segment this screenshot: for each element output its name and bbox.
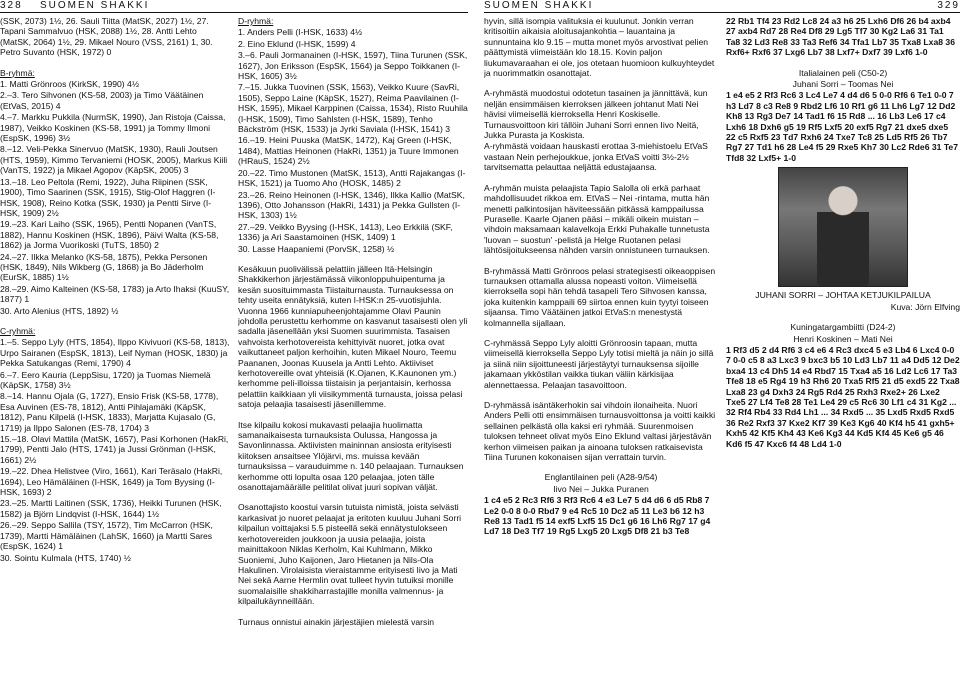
- text-paragraph: 1.–5. Seppo Lyly (HTS, 1854), Ilppo Kivivuori (KS-58, 1813), Urpo Sairanen (EspSK, 1813), Leif Nyman (HOSK, 1830) ja Pekka Satukangas (Remi, 1790) 4: [0, 337, 230, 369]
- text-paragraph: 1. Anders Pelli (I-HSK, 1633) 4½: [238, 27, 363, 38]
- text-paragraph: 8.–12. Veli-Pekka Sinervuo (MatSK, 1930), Rauli Joutsen (HTS, 1959), Kimmo Tervaniemi (HOSK, 2005), Markus Kiili (VanTS, 1922) ja Mikael Agopov (KäpSK, 2005) 3: [0, 144, 228, 176]
- text-paragraph: 24.–27. Ilkka Melanko (KS-58, 1875), Pekka Personen (HSK, 1849), Nils Wikberg (G, 1868) ja Bo Jäderholm (EurSK, 1885) 1½: [0, 251, 208, 283]
- group-heading: D-ryhmä:: [238, 16, 274, 26]
- paragraph-gap: [484, 257, 718, 266]
- text-paragraph: 2. Eino Eklund (I-HSK, 1599) 4: [238, 38, 356, 49]
- left-page: [0, 0, 468, 627]
- text-paragraph: 6.–7. Eero Kauria (LeppSisu, 1720) ja Tuomas Niemelä (KäpSK, 1758) 3½: [0, 369, 211, 390]
- text-paragraph: Kesäkuun puolivälissä pelattiin jälleen Itä-Helsingin Shakkikerhon järjestämässä viikonloppuhuipentuma ja kesän suosituimmasta Tiistaiturnausta. Turnauksessa on tehty useita ennätyksiä, kuten I-HSK:n 25-vuotisjuhla. Vuonna 1966 kunniapuheenjohtajamme Olavi Paunin johdolla perustettu kerhomme on kasvanut tasaisesti olen yli sadalla jäsenellään yksi Suomen suurimmista. Tasaisen vahvoista kerhotovereista kehittyivät nuoret, jotka ovat vaikuttaneet paljon kerhoihin, kuten Mikael Nouro, Teemu Paananen, Joonas Kuusela ja Antti Lehto. Aktiiviset kerhotovereille ovat yhteisiä (K.Ojanen, K.Kaunonen ym.) kerhomme peli-illoissa tiistaisin ja perjantaisin, kerhossa pelattiin kaikkiaan yli viisikymmentä turnausta, joissa pelasi satoja pelaajia tasaisesti jäsenillemme.: [238, 263, 468, 410]
- right-page: [484, 0, 960, 537]
- text-paragraph: 30. Arto Alenius (HTS, 1892) ½: [0, 305, 119, 316]
- text-paragraph: A-ryhmän muista pelaajista Tapio Salolla oli erkä parhaat mahdollisuudet rikkoa em. EtVaS – Nei -rintama, mutta hän menetti palkintosijan häviteessään pitkässä kamppailussa Puraselle. Kaarle Ojanen pääsi – mikäli oikein muistan – vihdoin maksamaan kalavelkoja Erkki Puhakalle tunnetusta 'luovan – suostun' -pelistä ja Helge Ruotanen pelasi lähtösijoitukseensa nähden varsin onnistuneen turnauksen.: [484, 182, 710, 256]
- game-moves: 1 c4 e5 2 Rc3 Rf6 3 Rf3 Rc6 4 e3 Le7 5 d4 d6 6 d5 Rb8 7 Le2 0-0 8 0-0 Rbd7 9 e4 Rc5 10 Dc2 a5 11 Le3 b6 12 h3 Re8 13 Tad1 f5 14 exf5 Lxf5 15 Dc1 g6 16 Lh6 Rg7 17 g4 Ld7 18 De3 Tf7 19 Rg5 Lxg5 20 Lxg5 Df8 21 b3 Te8: [484, 495, 711, 537]
- header-rule: [0, 12, 468, 13]
- text-paragraph: 28.–29. Aimo Kalteinen (KS-58, 1783) ja Arto Ihaksi (KuuSY, 1877) 1: [0, 283, 230, 305]
- running-title: SUOMEN SHAKKI: [484, 0, 594, 11]
- photo-caption-title: JUHANI SORRI – JOHTAA KETJUKILPAILUA: [755, 290, 931, 301]
- game-moves: 22 Rb1 Tf4 23 Rd2 Lc8 24 a3 h6 25 Lxh6 Df6 26 b4 axb4 27 axb4 Rd7 28 Re4 Df8 29 Lg5 Tf7 30 Kg2 La6 31 Ta1 Ta8 32 Ld3 Re8 33 Ta3 Ref6 34 Tfa1 Lb7 35 Txa8 Lxa8 36 Rxf6+ Rxf6 37 Lxg6 Lb7 38 Lxf7+ Dxf7 39 Lxf6 1-0: [726, 16, 955, 58]
- text-paragraph: (SSK, 2073) 1½, 26. Sauli Tiitta (MatSK, 2027) 1½, 27. Tapani Sammalvuo (HSK, 2088) 1½, 28. Antti Lehto (MatSK, 2064) 1½, 29. Mikael Nouro (VSS, 2161) 1, 30. Petro Suvanto (HSK, 1972) 0: [0, 16, 213, 58]
- group-heading: C-ryhmä:: [0, 325, 36, 336]
- right-column-1: [484, 16, 718, 696]
- text-paragraph: 7.–15. Jukka Tuovinen (SSK, 1563), Veikko Kuure (SavRi, 1505), Seppo Laine (KäpSK, 1527), Reima Paavilainen (I-HSK, 1595), Mikael Karppinen (Caissa, 1534), Risto Ruuhila (I-HSK, 1509), Timo Sahlsten (I-HSK, 1589), Tenho Bäckström (HSK, 1533) ja Jyrki Saviala (I-HSK, 1541) 3: [238, 82, 468, 135]
- text-paragraph: Turnaus onnistui ainakin järjestäjien mielestä varsin: [238, 616, 435, 627]
- paragraph-gap: [484, 79, 718, 88]
- text-paragraph: Itse kilpailu kokosi mukavasti pelaajia huolimatta samanaikaisesta turnauksista Oulussa, Hangossa ja Savonlinnassa. Aktiivisten maininnan ansiosta erityisesti kiitoksen ansaitsee Ylöjärvi, ms. muissa kevään turnauksissa – varauduimme n. 140 pelaajaan. Turnauksen kerhomme otti lopulta osaa 120 pelaajaa, joten tälle osanottajamäärälle pelitilat olivat juuri sopivan väljät.: [238, 419, 464, 493]
- text-paragraph: 30. Sointu Kulmala (HTS, 1740) ½: [0, 552, 131, 563]
- text-paragraph: 20.–22. Timo Mustonen (MatSK, 1513), Antti Rajakangas (I-HSK, 1521) ja Tuomo Aho (HOSK, 1485) 2: [238, 167, 466, 189]
- text-paragraph: 1. Matti Grönroos (KirkSK, 1990) 4½: [0, 79, 139, 90]
- paragraph-gap: [238, 493, 468, 502]
- paragraph-gap: [726, 59, 960, 68]
- text-paragraph: 13.–18. Leo Peltola (Remi, 1922), Juha Riipinen (SSK, 1900), Timo Saarinen (SSK, 1915), Stig-Olof Haggren (I-HSK, 1908), Reino Kotka (SSK, 1930) ja Pentti Sirve (I-HSK, 1909) 2½: [0, 176, 216, 218]
- running-title: SUOMEN SHAKKI: [40, 0, 150, 11]
- text-paragraph: 23.–26. Reino Heinonen (I-HSK, 1346), Ilkka Kallio (MatSK, 1396), Otto Johansson (HakRi, 1431) ja Pekka Gullsten (I-HSK, 1303) 1½: [238, 189, 465, 221]
- right-page-columns: [484, 16, 960, 696]
- game-title: Kuningatargambiitti (D24-2): [790, 322, 896, 333]
- paragraph-gap: [238, 608, 468, 617]
- player-photo: [778, 167, 908, 287]
- text-paragraph: B-ryhmässä Matti Grönroos pelasi strategisesti oikeaoppisen turnauksen ottamalla alussa nopeasti voiton. Viimeisellä kierroksella sopi hän tehdä tasapeli Tero Sihvosen kanssa, joka kuitenkin kamppaili 69 siirtoa ennen kuin tyytyi toiseen sijaansa. Timo Väätäinen jatkoi EtVaS:n menestystä kolmannella sijallaan.: [484, 265, 716, 328]
- game-title: Italialainen peli (C50-2): [798, 67, 888, 78]
- text-paragraph: 16.–19. Heini Puuska (MatSK, 1472), Kaj Green (I-HSK, 1484), Mattias Heinonen (HakRi, 1351) ja Tuure Immonen (HRauS, 1524) 2½: [238, 135, 459, 167]
- text-paragraph: hyvin, sillä isompia valituksia ei kuulunut. Jonkin verran kritisoitiin aikaisia aloitusajankohtia – lauantaina ja sunnuntaina klo 9.15 – mutta monet myös arvostivat pelien päättymistä viimeistään klo 18.15. Kovin paljon liukumavaraahan ei ole, jos otetaan huomioon kulkuyhteydet ja nuorimmatkin osanottajat.: [484, 16, 715, 79]
- left-column-1: [0, 16, 230, 696]
- left-page-header: [0, 0, 468, 14]
- text-paragraph: A-ryhmästä voidaan hauskasti erottaa 3-miehistoelu EtVaS vastaan Nein perhejoukkue, jonka EtVaS voitti 3½-2½ tarvitsematta pelauttaa neljättä edustajaansa.: [484, 141, 708, 173]
- paragraph-gap: [238, 411, 468, 420]
- text-paragraph: 26.–29. Seppo Sallila (TSY, 1572), Tim McCarron (HSK, 1739), Martti Hämäläinen (LahSK, 1660) ja Martti Sares (EspSK, 1624) 1: [0, 520, 213, 552]
- text-paragraph: A-ryhmästä muodostui odotetun tasainen ja jännittävä, kun neljän ensimmäisen kierroksen jälkeen johtanut Mati Nei hävisi viimeisellä kierroksella Henri Koskiselle. Turnausvoittoon kiri tällöin Juhani Sorri ennen Iivo Neitä, Jukka Purasta ja Koskista.: [484, 88, 708, 141]
- left-column-2: [238, 16, 468, 696]
- text-paragraph: 3.–6. Pauli Jormanainen (I-HSK, 1597), Tiina Turunen (SSK, 1627), Jon Eriksson (EspSK, 1564) ja Seppo Toikkanen (I-HSK, 1605) 3½: [238, 50, 468, 82]
- paragraph-gap: [484, 391, 718, 400]
- game-moves: 1 Rf3 d5 2 d4 Rf6 3 c4 e6 4 Rc3 dxc4 5 e3 Lb4 6 Lxc4 0-0 7 0-0 c5 8 a3 Lxc3 9 bxc3 b5 10 Ld3 Lb7 11 a4 Dd5 12 De2 bxa4 13 c4 Dh5 14 e4 Rbd7 15 Txa4 a5 16 Ld2 Lc6 17 Ta3 Tfe8 18 e5 Rg4 19 h3 Rh6 20 Txa5 Rf5 21 d5 exd5 22 Txa8 Lxa8 23 g4 Dxh3 24 Rg5 Rd4 25 Rxh3 Rxe2+ 26 Lxe2 Txe5 27 Lf4 Te8 28 Te1 Le4 29 c5 Rc6 30 Lf1 c4 31 Kg2 ... 32 Rf4 Rb4 33 Rd4 Lh1 ... 34 Rxd5 ... 35 Lxd5 Rxd5 Rxd5 36 Re2 Rxf3 37 Kxe2 Kf7 39 Ke3 Kg6 40 Kf4 h5 41 gxh5+ Kxh5 42 Kf5 Kh4 43 Ke6 Kg3 44 Kd5 Kf4 45 Ke6 g5 46 Kd6 f5 47 Kxc6 f4 48 Ld4 1-0: [726, 344, 960, 449]
- paragraph-gap: [484, 174, 718, 183]
- page-number: 329: [937, 0, 960, 11]
- text-paragraph: 19.–22. Dhea Helistvee (Viro, 1661), Kari Teräsalo (HakRi, 1694), Leo Hämäläinen (I-HSK, 1649) ja Tom Byysing (I-HSK, 1693) 2: [0, 466, 223, 498]
- paragraph-gap: [484, 329, 718, 338]
- text-paragraph: D-ryhmässä isäntäkerhokin sai vihdoin ilonaiheita. Nuori Anders Pelli otti ensimmäisen turnausvoittonsa ja voitti kaikki sellainen pelkästä olla kaksi eri ryhmää. Suurenmoisen tuloksen tehneet olivat myös Eino Eklund valtasi järjestävän kerhon viimeisen paikan ja ainoana tuloksen ratkaisevista Tiina Turunen kokonaisen sijan verrattain turvin.: [484, 400, 716, 463]
- person-figure: [817, 182, 869, 286]
- text-paragraph: 19.–23. Kari Laiho (SSK, 1965), Pentti Nopanen (VanTS, 1882), Hannu Koskinen (HSK, 1896), Päivi Walta (KS-58, 1862) ja Jorma Vuorikoski (TuTS, 1850) 2: [0, 219, 219, 251]
- group-heading: B-ryhmä:: [0, 67, 35, 78]
- text-paragraph: 2.–3. Tero Sihvonen (KS-58, 2003) ja Timo Väätäinen (EtVaS, 2015) 4: [0, 90, 204, 111]
- text-paragraph: 30. Lasse Haapaniemi (PorvSK, 1258) ½: [238, 243, 395, 254]
- text-paragraph: 4.–7. Markku Pukkila (NurmSK, 1990), Jan Ristoja (Caissa, 1987), Veikko Koskinen (KS-58, 1991) ja Tommy Ilmoni (EspSK, 1996) 3½: [0, 112, 226, 144]
- text-paragraph: Osanottajisto koostui varsin tutuista nimistä, joista selvästi karkasivat jo nuoret pelaajat ja eritoten kuuluu Juhani Sorri kilpailun voittajaksi 5.5 pisteellä sekä ennätystulokseen kerhotovereiden joukkoon ja uusia pelaajia, joista mainittakoon Niklas Kerholm, Kai Kuhlmann, Mikko Suoniemi, Juho Kaijonen, Jaro Hietanen ja Nils-Ola Hakulinen. Virolaisista vieraistamme erityisesti Iivo ja Mati Nei sekä Aarne Hermlin ovat tulleet hyvin tutuiksi monille suomalaisille shakkiharrastajille monilla valmennus- ja kilpailukäynneillään.: [238, 502, 462, 607]
- text-paragraph: 8.–14. Hannu Ojala (G, 1727), Ensio Frisk (KS-58, 1778), Esa Auvinen (ES-78, 1812), Antti Pihlajamäki (KäpSK, 1812), Panu Kilpelä (I-HSK, 1833), Marjatta Kujasalo (G, 1719) ja Ilppo Salonen (ES-78, 1704) 3: [0, 391, 219, 433]
- game-title: Juhani Sorri – Toomas Nei: [792, 79, 894, 90]
- page-number: 328: [0, 0, 23, 11]
- header-rule: [484, 12, 960, 13]
- text-paragraph: 23.–25. Martti Laitinen (SSK, 1736), Heikki Turunen (HSK, 1582) ja Björn Lindqvist (I-HSK, 1644) 1½: [0, 498, 222, 519]
- photo-caption-credit: Kuva: Jörn Elfving: [890, 301, 960, 312]
- right-column-2: [726, 16, 960, 696]
- paragraph-gap: [484, 463, 718, 472]
- paragraph-gap: [0, 317, 230, 326]
- right-page-header: [484, 0, 960, 14]
- text-paragraph: 27.–29. Veikko Byysing (I-HSK, 1413), Leo Erkkilä (SKF, 1336) ja Ari Saastamoinen (HSK, 1409) 1: [238, 221, 453, 243]
- game-title: Englantilainen peli (A28-9/54): [544, 472, 658, 483]
- game-title: Iivo Nei – Jukka Puranen: [553, 483, 649, 494]
- paragraph-gap: [0, 59, 230, 68]
- left-page-columns: [0, 16, 468, 696]
- paragraph-gap: [238, 255, 468, 264]
- text-paragraph: C-ryhmässä Seppo Lyly aloitti Grönroosin tapaan, mutta viimeisellä kierroksella Seppo Lyly totisi mieltä ja näin jo sillä ja siinä niin sijoittuneesti järjestäytyi turnauksensa sijoille jakamaan ykköstilan vaikka tiukan väliin kärkisijaa alennettaessa. Pelaajan tasavoittoon.: [484, 337, 714, 390]
- game-title: Henri Koskinen – Mati Nei: [793, 333, 893, 344]
- text-paragraph: 15.–18. Olavi Mattila (MatSK, 1657), Pasi Korhonen (HakRi, 1799), Pentti Jalo (HTS, 1741) ja Jussi Grönman (I-HSK, 1661) 2½: [0, 434, 229, 465]
- game-moves: 1 e4 e5 2 Rf3 Rc6 3 Lc4 Le7 4 d4 d6 5 0-0 Rf6 6 Te1 0-0 7 h3 Ld7 8 c3 Re8 9 Rbd2 Lf6 10 Rf1 g6 11 Lh6 Lg7 12 Dd2 Kh8 13 Rg3 De7 14 Tad1 f6 15 Rd8 ... 16 Lb3 Le6 17 c4 Lxh6 18 Dxh6 g5 19 Rf5 Lxf5 20 exf5 Rg7 21 dxe5 dxe5 22 c5 Rxf5 23 Td7 Rxh6 24 Txe7 Tc8 25 Ld5 Rf5 26 Tb7 Rg7 27 Td1 h6 28 Le4 f5 29 Rxe5 Kh7 30 Lc2 Rde6 31 Te7 Tfd8 32 Lxf5+ 1-0: [726, 90, 958, 163]
